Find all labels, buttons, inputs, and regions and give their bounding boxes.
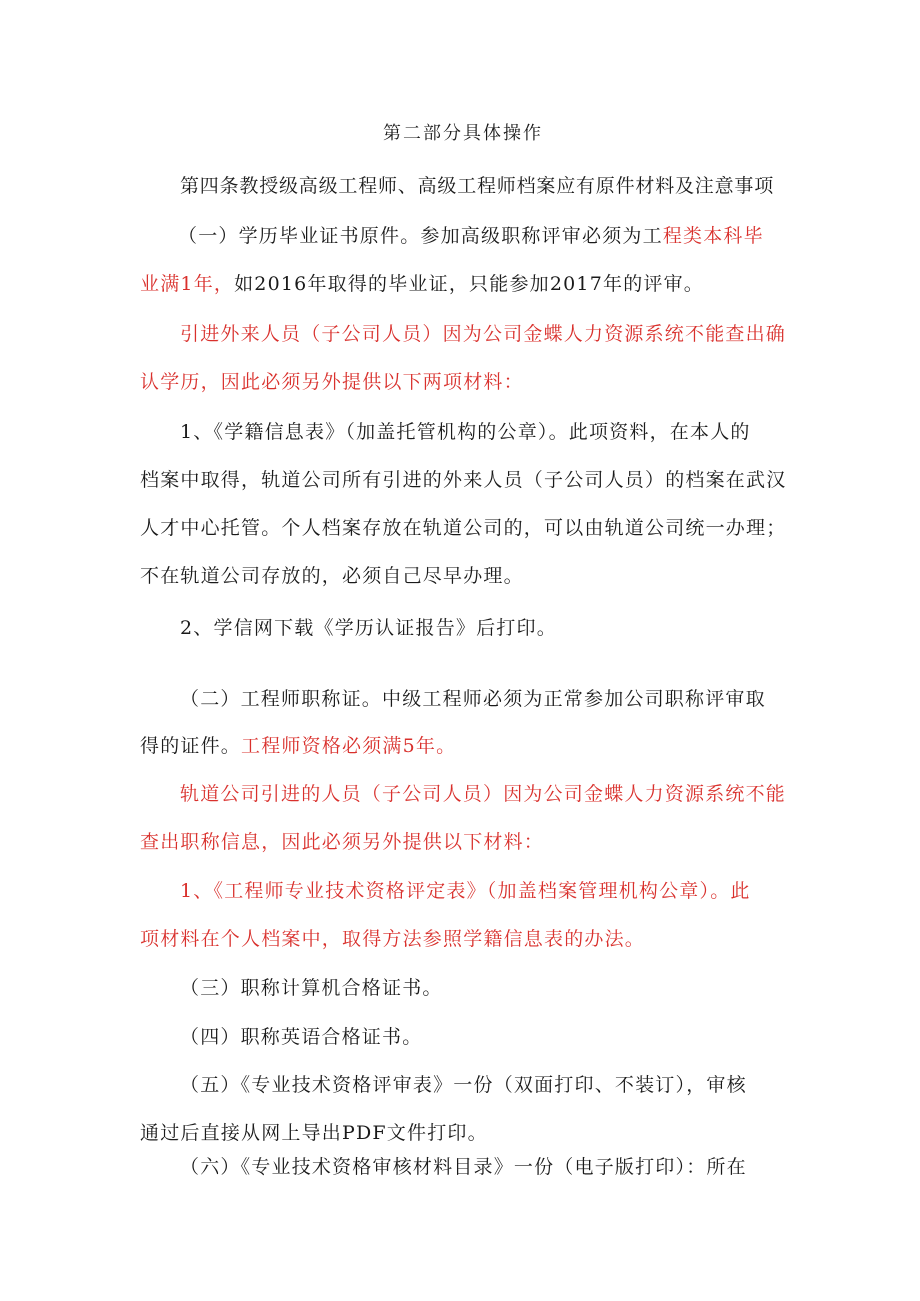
section2-note-line1: 轨道公司引进的人员（子公司人员）因为公司金蝶人力资源系统不能 <box>180 783 787 805</box>
section1-line2-red: 业满1年， <box>140 273 235 295</box>
section1-note-line1: 引进外来人员（子公司人员）因为公司金蝶人力资源系统不能查出确 <box>180 323 787 345</box>
section1-line1-black: （一）学历毕业证书原件。参加高级职称评审必须为工 <box>178 225 663 247</box>
item1-1-line2: 档案中取得，轨道公司所有引进的外来人员（子公司人员）的档案在武汉 <box>140 469 787 491</box>
section1-line1 <box>178 224 764 248</box>
section2-line2-red: 工程师资格必须满5年。 <box>241 735 457 757</box>
item2-1-line1: 1、《工程师专业技术资格评定表》（加盖档案管理机构公章）。此 <box>180 880 751 902</box>
section3: （三）职称计算机合格证书。 <box>180 977 443 999</box>
item1-2: 2、学信网下载《学历认证报告》后打印。 <box>180 617 557 639</box>
section1-line2 <box>140 272 704 296</box>
item1-1-line3: 人才中心托管。个人档案存放在轨道公司的，可以由轨道公司统一办理； <box>140 517 787 539</box>
section1-line1-red: 程类本科毕 <box>662 225 764 247</box>
section2-note-line2: 查出职称信息，因此必须另外提供以下材料： <box>140 831 545 853</box>
section5-line2: 通过后直接从网上导出PDF文件打印。 <box>140 1122 488 1144</box>
section2-line1: （二）工程师职称证。中级工程师必须为正常参加公司职称评审取 <box>180 688 766 710</box>
page-title: 第二部分具体操作 <box>383 123 543 144</box>
section2-line2 <box>140 734 456 758</box>
section4: （四）职称英语合格证书。 <box>180 1026 423 1048</box>
section2-line2-black: 得的证件。 <box>140 735 242 757</box>
section1-note-line2: 认学历，因此必须另外提供以下两项材料： <box>140 371 524 393</box>
item1-1-line1: 1、《学籍信息表》（加盖托管机构的公章）。此项资料，在本人的 <box>180 421 751 443</box>
section5-line1: （五）《专业技术资格评审表》一份（双面打印、不装订），审核 <box>180 1074 747 1096</box>
article-heading: 第四条教授级高级工程师、高级工程师档案应有原件材料及注意事项 <box>180 175 775 197</box>
section1-line2-black: 如2016年取得的毕业证，只能参加2017年的评审。 <box>234 273 705 295</box>
item1-1-line4: 不在轨道公司存放的，必须自己尽早办理。 <box>140 565 524 587</box>
section6-line1: （六）《专业技术资格审核材料目录》一份（电子版打印）：所在 <box>180 1156 747 1178</box>
item2-1-line2: 项材料在个人档案中，取得方法参照学籍信息表的办法。 <box>140 928 646 950</box>
